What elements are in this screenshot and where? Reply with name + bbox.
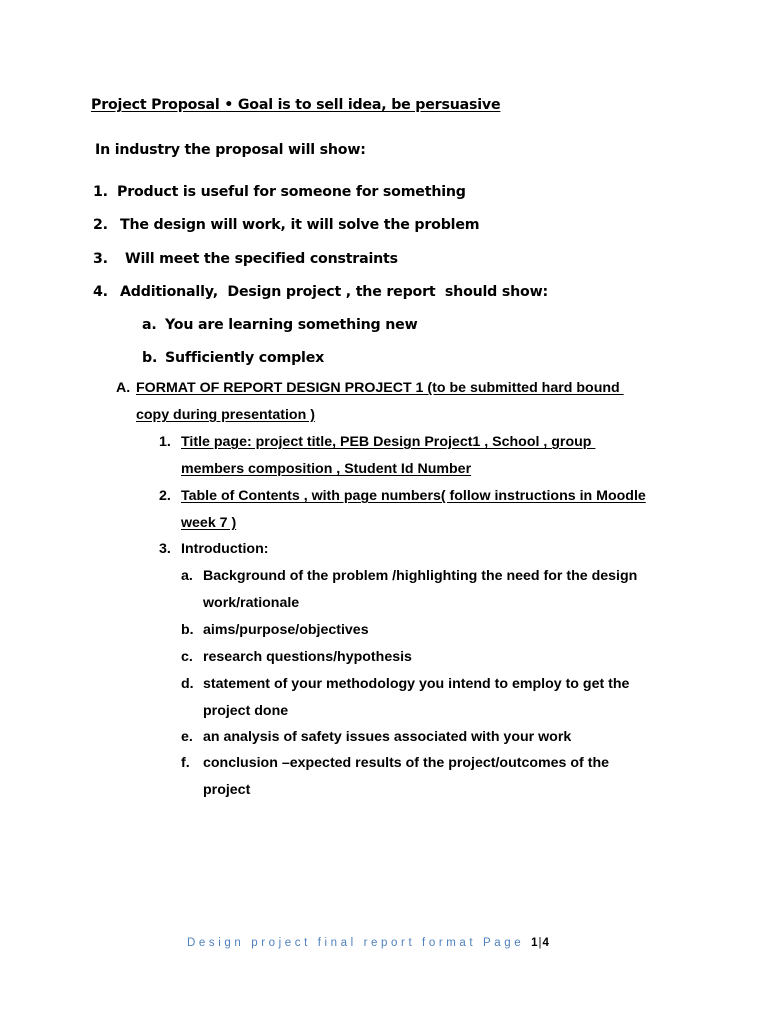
footer-page-total: 4 [542, 937, 549, 949]
footer-text: Design project final report format Page [187, 937, 532, 949]
intro-item-d: d. statement of your methodology you intend to employ to get the [181, 676, 630, 692]
intro-item-e: e. an analysis of safety issues associated with your work [181, 729, 572, 745]
format-item-3: 3. Introduction: [159, 541, 269, 557]
intro-item-f: f. conclusion –expected results of the project/outcomes of the [181, 755, 609, 771]
footer-separator: | [538, 937, 542, 949]
point-1: 1. Product is useful for someone for something [93, 184, 466, 200]
point-4: 4. Additionally, Design project , the report should show: [93, 284, 548, 300]
intro-text: In industry the proposal will show: [95, 142, 366, 158]
intro-item-c: c. research questions/hypothesis [181, 649, 412, 665]
intro-item-f-cont: project [203, 782, 251, 798]
format-item-1-cont: members composition , Student Id Number [181, 461, 472, 477]
subpoint-b: b. Sufficiently complex [142, 350, 325, 366]
intro-item-a: a. Background of the problem /highlighting the need for the design [181, 568, 638, 584]
intro-item-a-cont: work/rationale [203, 595, 300, 611]
format-item-2: 2. Table of Contents , with page numbers( follow instructions in Moodle [159, 488, 646, 504]
subpoint-a: a. You are learning something new [142, 317, 418, 333]
intro-item-d-cont: project done [203, 703, 289, 719]
format-item-2-cont: week 7 ) [181, 515, 237, 531]
intro-item-b: b. aims/purpose/objectives [181, 622, 369, 638]
point-2: 2. The design will work, it will solve the problem [93, 217, 480, 233]
section-a-heading-cont: copy during presentation ) [136, 407, 315, 423]
format-item-1: 1. Title page: project title, PEB Design Project1 , School , group [159, 434, 596, 450]
section-a-heading: A. FORMAT OF REPORT DESIGN PROJECT 1 (to be submitted hard bound [116, 380, 624, 396]
point-3: 3. Will meet the specified constraints [93, 251, 398, 267]
document-heading: Project Proposal • Goal is to sell idea, be persuasive [91, 97, 501, 113]
page-footer [187, 937, 549, 949]
footer-page-number: 1 [531, 937, 538, 949]
